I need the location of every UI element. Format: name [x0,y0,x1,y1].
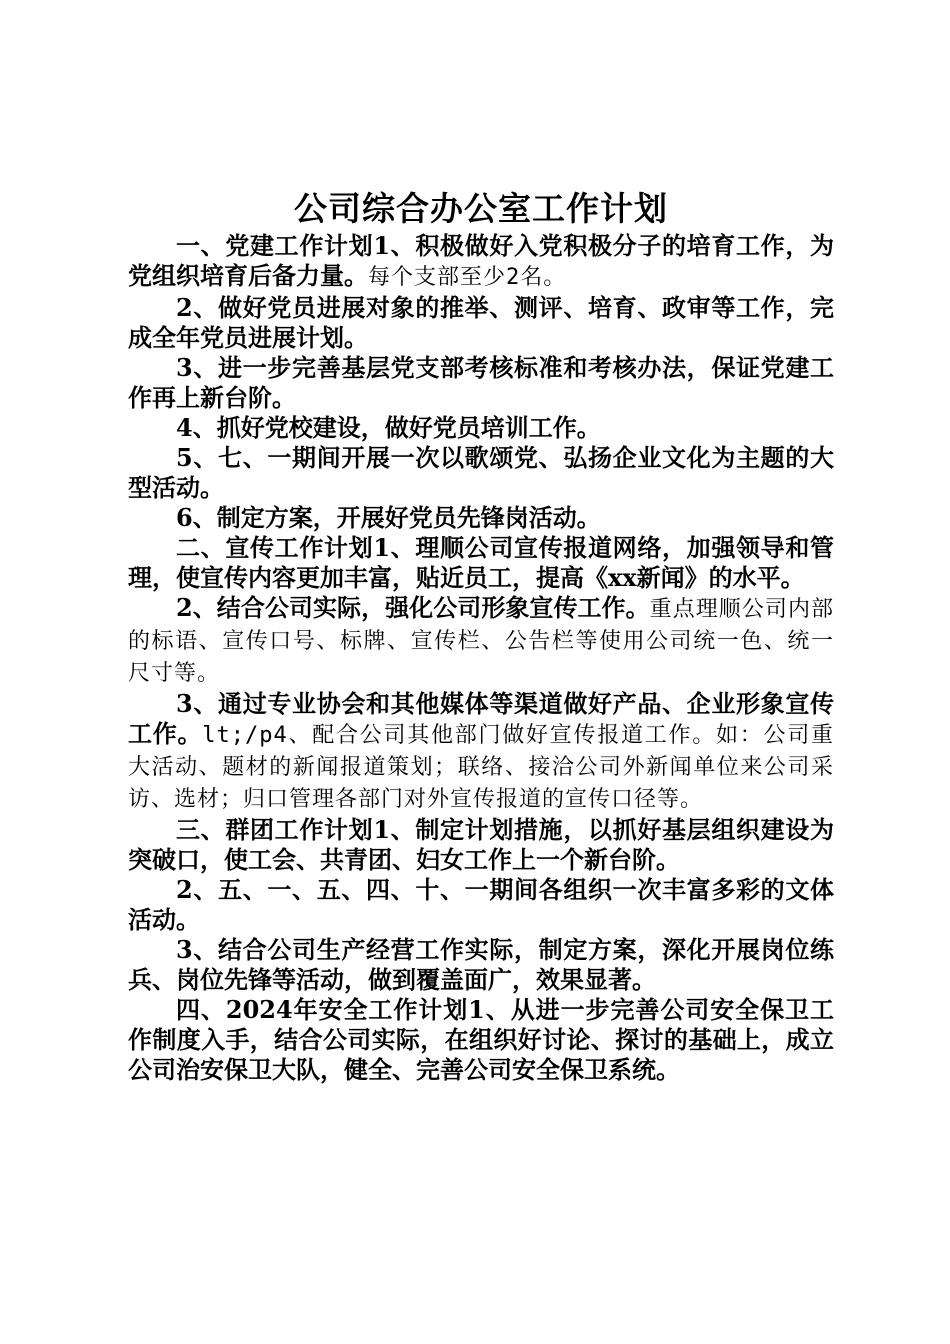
paragraph-9 [128,689,834,815]
paragraph-text: 3、通过专业协会和其他媒体等渠道做好产品、企业形象宣传工作。 [128,689,834,748]
paragraph-text: 四、2024年安全工作计划1、从进一步完善公司安全保卫工作制度入手，结合公司实际，在组织好讨论、探讨的基础上，成立公司治安保卫大队，健全、完善公司安全保卫系统。 [128,995,834,1084]
paragraph-4 [128,413,834,443]
paragraph-11 [128,875,834,935]
paragraph-3 [128,353,834,413]
paragraph-text: 2、结合公司实际，强化公司形象宣传工作。 [176,593,650,622]
paragraph-text: 3、结合公司生产经营工作实际，制定方案，深化开展岗位练兵、岗位先锋等活动，做到覆盖面广，效果显著。 [128,935,834,994]
paragraph-note: 每个支部至少2名。 [368,265,567,290]
paragraph-text: 2、做好党员进展对象的推举、测评、培育、政审等工作，完成全年党员进展计划。 [128,293,834,352]
paragraph-8 [128,593,834,689]
paragraph-text: 二、宣传工作计划1、理顺公司宣传报道网络，加强领导和管理，使宣传内容更加丰富，贴近员工，提高《xx新闻》的水平。 [128,533,834,592]
paragraph-2 [128,293,834,353]
document-page [128,185,834,1085]
paragraph-note: 重点理顺公司内部的标语、宣传口号、标牌、宣传栏、公告栏等使用公司统一色、统一尺寸等。 [128,597,834,686]
paragraph-12 [128,935,834,995]
paragraph-5 [128,443,834,503]
paragraph-1 [128,231,834,293]
paragraph-13 [128,995,834,1085]
paragraph-10 [128,815,834,875]
paragraph-text: 4、抓好党校建设，做好党员培训工作。 [176,413,601,442]
paragraph-text: 3、进一步完善基层党支部考核标准和考核办法，保证党建工作再上新台阶。 [128,353,834,412]
paragraph-text: 一、党建工作计划1、积极做好入党积极分子的培育工作，为党组织培育后备力量。 [128,231,834,290]
paragraph-note: lt;/p4、配合公司其他部门做好宣传报道工作。如：公司重大活动、题材的新闻报道策划；联络、接洽公司外新闻单位来公司采访、选材；归口管理各部门对外宣传报道的宣传口径等。 [128,723,835,812]
paragraph-text: 三、群团工作计划1、制定计划措施，以抓好基层组织建设为突破口，使工会、共青团、妇女工作上一个新台阶。 [128,815,834,874]
document-title: 公司综合办公室工作计划 [294,189,668,228]
paragraph-text: 5、七、一期间开展一次以歌颂党、弘扬企业文化为主题的大型活动。 [128,443,834,502]
paragraph-text: 2、五、一、五、四、十、一期间各组织一次丰富多彩的文体活动。 [128,875,834,934]
paragraph-6 [128,503,834,533]
paragraph-text: 6、制定方案，开展好党员先锋岗活动。 [176,503,601,532]
paragraph-7 [128,533,834,593]
